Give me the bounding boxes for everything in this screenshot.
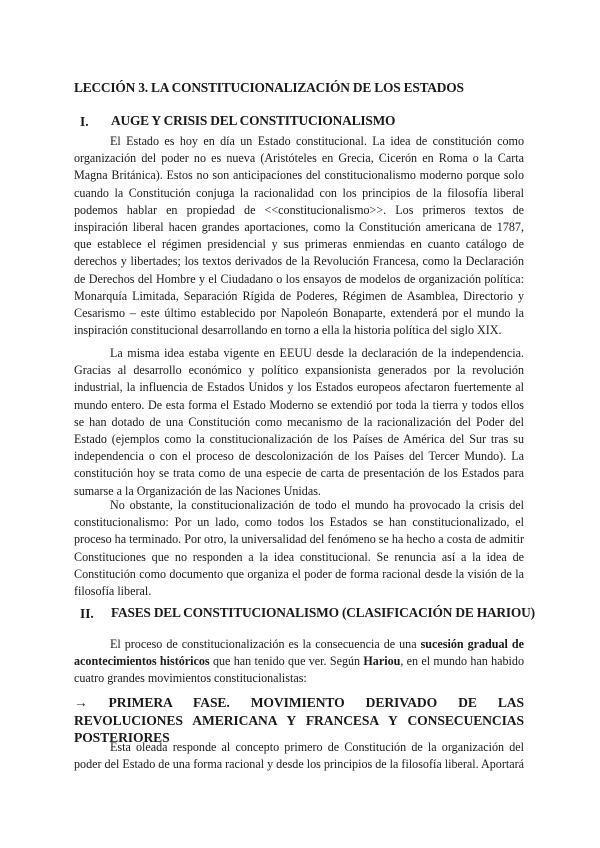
section-2-p1-text-b: que han tenido que ver. Según [209,654,364,669]
lesson-title: LECCIÓN 3. LA CONSTITUCIONALIZACIÓN DE LOS ESTADOS [74,80,464,95]
section-1-title: AUGE Y CRISIS DEL CONSTITUCIONALISMO [111,113,396,128]
section-1-paragraph-2: La misma idea estaba vigente en EEUU desde la declaración de la independencia. Gracias al desarrollo económico y político expansionista generados por la revolución industrial, la influencia de Estados Unidos y los Estados europeos afectaron fuertemente al mundo entero. De esta forma el Estado Moderno se extendió por toda la tierra y todos ellos se han dotado de una Constitución como mecanismo de la racionalización del Poder del Estado (ejemplos como la constitucionalización de los Países de América del Sur tras su independencia o con el proceso de descolonización de los Países del Tercer Mundo). La constitución hoy se trata como de una especie de carta de presentación de los Estados para sumarse a la Organización de las Naciones Unidas. [74,346,524,498]
section-2-p1-text-a: El proceso de constitucionalización es la consecuencia de una [110,637,421,651]
section-2-p1-bold-author: Hariou [363,654,401,669]
section-2-paragraph-1 [74,636,524,688]
section-2-p1-text-c: , en el mundo han habido cuatro grandes movimientos constitucionalistas: [74,654,524,686]
section-2-heading [80,605,535,623]
section-1-paragraph-3: No obstante, la constitucionalización de todo el mundo ha provocado la crisis del constitucionalismo: Por un lado, como todos los Estados se han constitucionalizado, el proceso ha terminado. Por otro, la universalidad del fenómeno se ha hecho a costa de admitir Constituciones que no responden a la idea constitucional. Se renuncia así a la idea de Constitución como documento que organiza el poder de forma racional desde la visión de la filosofía liberal. [74,498,524,599]
phase-1-heading: → PRIMERA FASE. MOVIMIENTO DERIVADO DE LAS REVOLUCIONES AMERICANA Y FRANCESA Y CONSECUENCIAS POSTERIORES [74,695,524,746]
section-1-heading [80,113,396,131]
section-2-p1-bold-phrase: sucesión gradual de acontecimientos históricos [74,637,524,669]
phase-1-paragraph: Esta oleada responde al concepto primero de Constitución de la organización del poder del Estado de una forma racional y desde los principios de la filosofía liberal. Aportará [74,740,525,772]
section-1-number: I. [80,114,89,129]
section-2-title: FASES DEL CONSTITUCIONALISMO (CLASIFICACIÓN DE HARIOU) [111,605,535,620]
section-2-number: II. [80,606,94,621]
section-1-paragraph-1: El Estado es hoy en día un Estado constitucional. La idea de constitución como organización del poder no es nueva (Aristóteles en Grecia, Cicerón en Roma o la Carta Magna Británica). Estos no son anticipaciones del constitucionalismo moderno porque solo cuando la Constitución conjuga la racionalidad con los principios de la filosofía liberal podemos hablar en propiedad de <<constitucionalismo>>. Los primeros textos de inspiración liberal hacen grandes aportaciones, como la Constitución americana de 1787, que establece el régimen presidencial y sus primeras enmiendas en cuanto catálogo de derechos y libertades; los textos derivados de la Revolución Francesa, como la Declaración de Derechos del Hombre y el Ciudadano o los ensayos de modelos de organización política: Monarquía Limitada, Separación Rígida de Poderes, Régimen de Asamblea, Directorio y Cesarismo – este último establecido por Napoleón Bonaparte, extenderá por el mundo la inspiración constitucional desarrollando en torno a ella la historia política del siglo XIX. [74,134,524,338]
